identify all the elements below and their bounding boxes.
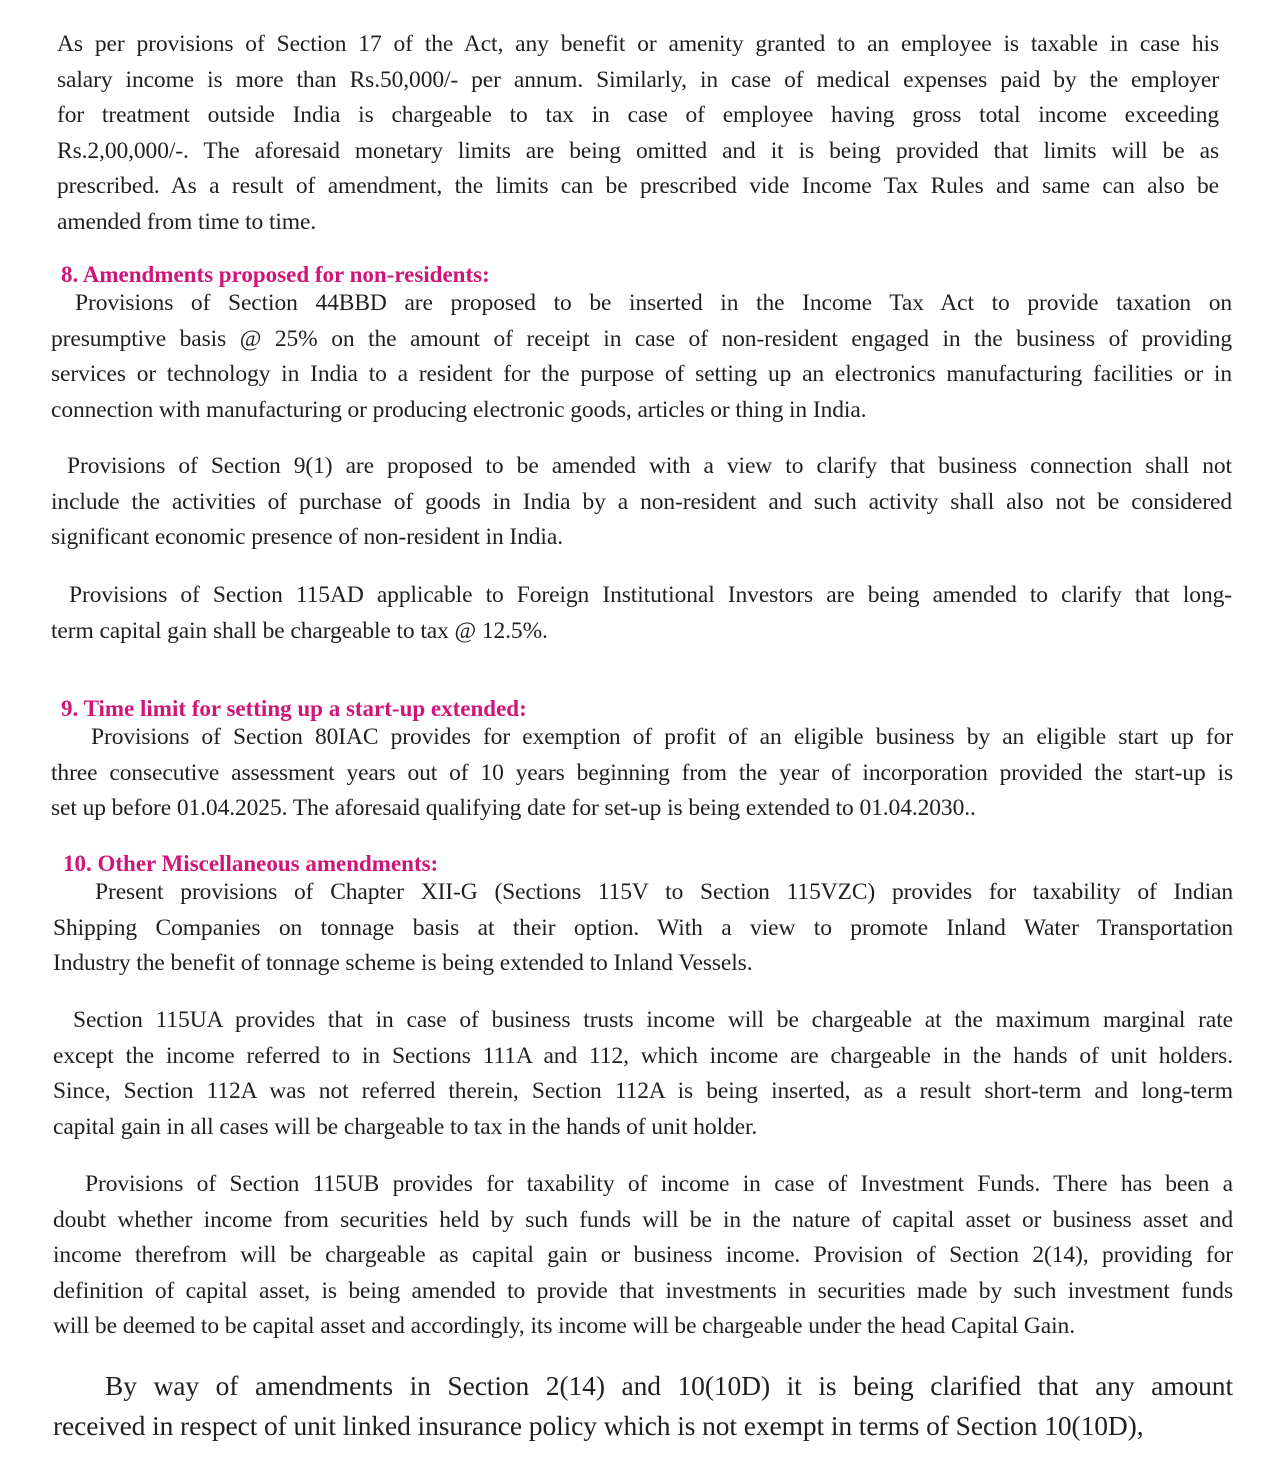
text-line: Provisions of Section 115UB provides for taxability of income in case of Investment Funds. There has been a [85, 1171, 1233, 1197]
text-line: Since, Section 112A was not referred therein, Section 112A is being inserted, as a result short-term and long-term [53, 1078, 1233, 1104]
section-10-paragraph-3 [53, 1167, 1233, 1345]
section-8-paragraph-1 [51, 286, 1232, 428]
section-9-paragraph-1 [51, 720, 1233, 827]
section-10-paragraph-4 [53, 1366, 1233, 1446]
text-line: amended from time to time. [57, 208, 317, 235]
text-line: Industry the benefit of tonnage scheme is being extended to Inland Vessels. [53, 950, 753, 976]
text-line: Provisions of Section 9(1) are proposed to be amended with a view to clarify that business connection shall not [67, 453, 1232, 479]
text-line: significant economic presence of non-resident in India. [51, 524, 563, 550]
section-8-paragraph-3 [51, 578, 1232, 649]
text-line: services or technology in India to a resident for the purpose of setting up an electronics manufacturing facilities or in [51, 361, 1232, 387]
text-line: capital gain in all cases will be chargeable to tax in the hands of unit holder. [53, 1113, 758, 1140]
section-8-heading: 8. Amendments proposed for non-residents: [61, 262, 490, 287]
text-line: Provisions of Section 115AD applicable to Foreign Institutional Investors are being amended to clarify that long- [69, 582, 1232, 608]
text-line: Provisions of Section 44BBD are proposed to be inserted in the Income Tax Act to provide taxation on [75, 290, 1232, 316]
text-line: salary income is more than Rs.50,000/- per annum. Similarly, in case of medical expenses paid by the employer [57, 66, 1219, 93]
text-line: for treatment outside India is chargeable to tax in case of employee having gross total income exceeding [57, 102, 1219, 128]
text-line: term capital gain shall be chargeable to tax @ 12.5%. [51, 617, 548, 644]
section-8-paragraph-2 [51, 449, 1232, 556]
section-9-heading: 9. Time limit for setting up a start-up extended: [61, 696, 527, 721]
text-line: definition of capital asset, is being amended to provide that investments in securities made by such investment funds [53, 1277, 1233, 1304]
text-line: except the income referred to in Sections 111A and 112, which income are chargeable in the hands of unit holders. [53, 1042, 1233, 1069]
section-10-paragraph-2 [53, 1003, 1233, 1145]
text-line: income therefrom will be chargeable as capital gain or business income. Provision of Section 2(14), providing for [53, 1242, 1233, 1268]
text-line: By way of amendments in Section 2(14) and 10(10D) it is being clarified that any amount [105, 1370, 1233, 1401]
section-10-heading: 10. Other Miscellaneous amendments: [63, 851, 439, 876]
text-line: three consecutive assessment years out of 10 years beginning from the year of incorporation provided the start-up is [51, 759, 1233, 786]
text-line: prescribed. As a result of amendment, the limits can be prescribed vide Income Tax Rules and same can also be [57, 173, 1219, 199]
text-line: Rs.2,00,000/-. The aforesaid monetary limits are being omitted and it is being provided that limits will be as [57, 137, 1219, 164]
text-line: doubt whether income from securities held by such funds will be in the nature of capital asset or business asset and [53, 1206, 1233, 1233]
text-line: As per provisions of Section 17 of the Act, any benefit or amenity granted to an employee is taxable in case his [57, 31, 1219, 57]
section-10-paragraph-1 [53, 875, 1233, 982]
text-line: include the activities of purchase of goods in India by a non-resident and such activity shall also not be considered [51, 488, 1232, 515]
text-line: Provisions of Section 80IAC provides for exemption of profit of an eligible business by an eligible start up for [91, 724, 1233, 750]
text-line: will be deemed to be capital asset and accordingly, its income will be chargeable under the head Capital Gain. [53, 1313, 1075, 1339]
text-line: Shipping Companies on tonnage basis at their option. With a view to promote Inland Water Transportation [53, 914, 1233, 941]
text-line: Present provisions of Chapter XII-G (Sections 115V to Section 115VZC) provides for taxability of Indian [95, 879, 1233, 905]
text-line: received in respect of unit linked insurance policy which is not exempt in terms of Section 10(10D), [53, 1410, 1144, 1441]
text-line: Section 115UA provides that in case of business trusts income will be chargeable at the maximum marginal rate [73, 1007, 1233, 1033]
intro-paragraph [57, 27, 1219, 240]
text-line: connection with manufacturing or producing electronic goods, articles or thing in India. [51, 396, 867, 423]
text-line: presumptive basis @ 25% on the amount of receipt in case of non-resident engaged in the business of providing [51, 325, 1232, 352]
text-line: set up before 01.04.2025. The aforesaid qualifying date for set-up is being extended to 01.04.2030.. [51, 795, 976, 821]
